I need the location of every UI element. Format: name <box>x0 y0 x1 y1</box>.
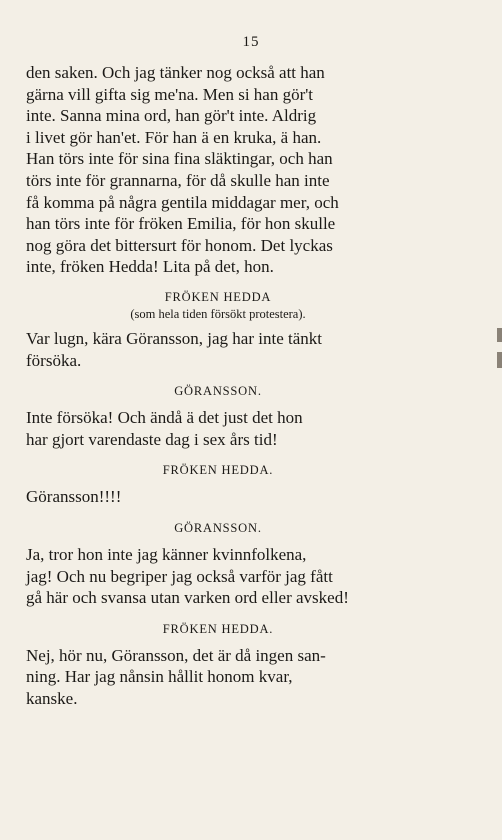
text-line: ning. Har jag nånsin hållit honom kvar, <box>26 667 293 687</box>
page-body <box>26 62 410 709</box>
text-line: försöka. <box>26 350 82 370</box>
edge-mark <box>496 320 502 380</box>
paragraph <box>26 544 410 609</box>
stage-direction: (som hela tiden försökt protestera). <box>130 306 306 321</box>
speaker-name: GÖRANSSON. <box>174 384 262 399</box>
text-line: inte. Sanna mina ord, han gör't inte. Aldrig <box>26 106 317 126</box>
speaker-name: GÖRANSSON. <box>174 520 262 535</box>
speaker-name: FRÖKEN HEDDA. <box>162 463 274 478</box>
text-line: han törs inte för fröken Emilia, för hon skulle <box>26 214 336 234</box>
paragraph <box>26 407 410 450</box>
text-line: nog göra det bittersurt för honom. Det lyckas <box>26 235 333 255</box>
paragraph <box>26 328 410 371</box>
text-line: Göransson!!!! <box>26 487 122 507</box>
text-line: i livet gör han'et. För han ä en kruka, ä han. <box>26 127 322 147</box>
paragraph <box>26 486 410 508</box>
paragraph <box>26 62 410 278</box>
text-line: Han törs inte för sina fina släktingar, och han <box>26 149 333 169</box>
text-line: jag! Och nu begriper jag också varför jag fått <box>26 566 333 586</box>
text-line: inte, fröken Hedda! Lita på det, hon. <box>26 257 274 277</box>
text-line: kanske. <box>26 688 78 708</box>
text-line: har gjort varendaste dag i sex års tid! <box>26 429 278 449</box>
text-line: Inte försöka! Och ändå ä det just det hon <box>26 408 303 428</box>
text-line: gärna vill gifta sig me'na. Men si han gör't <box>26 84 314 104</box>
speaker-name: FRÖKEN HEDDA. <box>162 621 274 636</box>
text-line: den saken. Och jag tänker nog också att han <box>26 63 325 82</box>
page-number: 15 <box>242 34 260 50</box>
text-line: Nej, hör nu, Göransson, det är då ingen san- <box>26 645 326 665</box>
text-line: Var lugn, kära Göransson, jag har inte tänkt <box>26 328 322 348</box>
text-line: gå här och svansa utan varken ord eller avsked! <box>26 588 349 608</box>
text-line: törs inte för grannarna, för då skulle han inte <box>26 170 330 190</box>
paragraph <box>26 645 410 710</box>
speaker-name: FRÖKEN HEDDA <box>164 289 272 304</box>
text-line: Ja, tror hon inte jag känner kvinnfolkena, <box>26 544 307 564</box>
text-line: få komma på några gentila middagar mer, och <box>26 192 339 212</box>
